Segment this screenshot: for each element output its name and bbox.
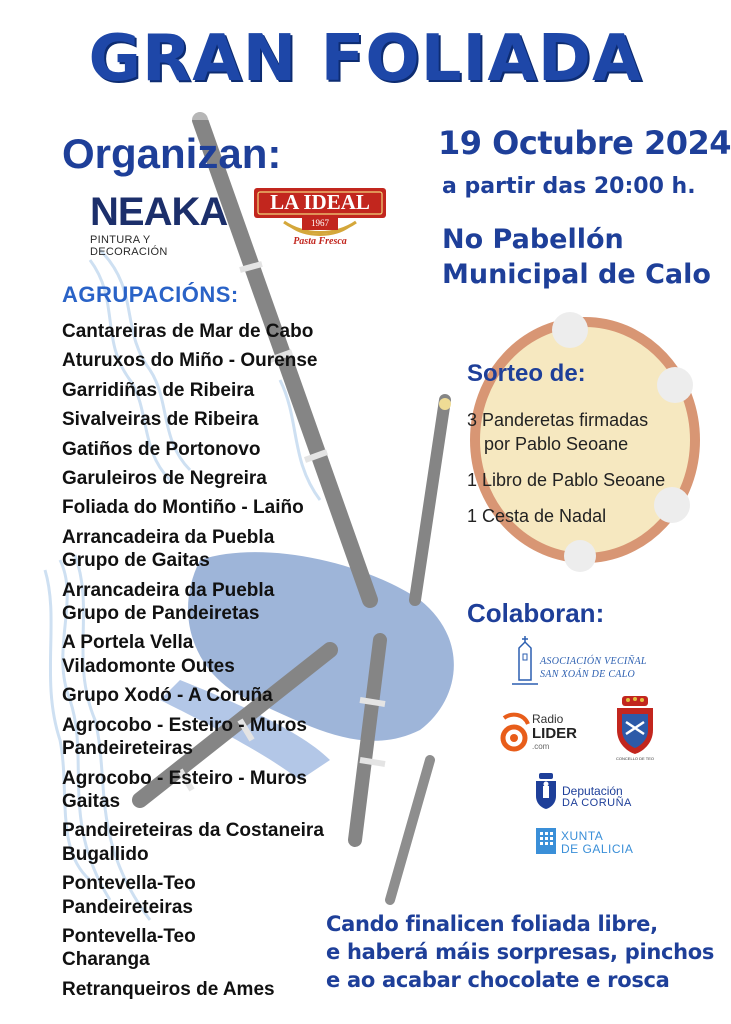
list-item: Garuleiros de Negreira — [62, 468, 267, 490]
groups-heading: AGRUPACIÓNS: — [62, 282, 239, 307]
prize-line: 3 Panderetas firmadas — [467, 410, 649, 430]
footer-note — [326, 910, 714, 994]
footer-line-1: Cando finalicen foliada libre, — [326, 912, 658, 936]
neaka-logo — [90, 192, 230, 258]
radio-lider-line-3: .com — [532, 742, 550, 751]
collaborators-heading: Colaboran: — [467, 598, 605, 628]
footer-line-2: e haberá máis sorpresas, pinchos — [326, 940, 715, 964]
asociacion-vecinal-logo — [510, 634, 660, 688]
list-item: Agrocobo - Esteiro - Muros — [62, 767, 307, 789]
xunta-line-2: DE GALICIA — [561, 842, 634, 856]
list-item: Pontevella-Teo — [62, 873, 196, 895]
list-item: Grupo Xodó - A Coruña — [62, 685, 273, 707]
radio-lider-line-1: Radio — [532, 712, 564, 726]
xunta-galicia-logo — [536, 828, 636, 858]
event-date: 19 Octubre 2024 — [438, 124, 731, 162]
list-item: Cantareiras de Mar de Cabo — [62, 321, 314, 342]
list-item: Charanga — [62, 949, 150, 971]
list-item: Arrancadeira da Puebla — [62, 579, 275, 601]
deputacion-emblem-icon — [534, 772, 558, 810]
la-ideal-logo — [254, 186, 386, 252]
neaka-logo-tagline: PINTURA Y DECORACIÓN — [90, 234, 168, 258]
prize-item: 1 Cesta de Nadal — [467, 506, 607, 526]
concello-teo-text: CONCELLO DE TEO — [616, 756, 654, 761]
prize-item — [467, 408, 665, 456]
deputacion-line-2: DA CORUÑA — [562, 797, 632, 809]
list-item: Grupo de Gaitas — [62, 550, 210, 572]
la-ideal-tagline: Pasta Fresca — [293, 236, 347, 247]
neaka-logo-name: NEAKA — [90, 190, 228, 234]
xunta-line-1: XUNTA — [561, 829, 604, 843]
prize-item: 1 Libro de Pablo Seoane — [467, 470, 666, 490]
organizers-heading: Organizan: — [62, 130, 282, 177]
list-item: Pandeireteiras — [62, 738, 193, 760]
list-item: Viladomonte Outes — [62, 655, 235, 677]
list-item: Retranqueiros de Ames — [62, 978, 275, 1000]
list-item: Pontevella-Teo — [62, 925, 196, 947]
prize-line: por Pablo Seoane — [484, 434, 629, 454]
asociacion-line-1: ASOCIACIÓN VECIÑAL — [540, 656, 647, 667]
groups-list — [62, 320, 324, 1001]
list-item: Sivalveiras de Ribeira — [62, 409, 259, 431]
list-item: Arrancadeira da Puebla — [62, 526, 275, 548]
venue-line-2: Municipal de Calo — [442, 259, 711, 290]
poster-title: GRAN FOLIADA — [88, 22, 643, 96]
church-icon — [510, 634, 540, 688]
coat-of-arms-icon — [612, 694, 658, 756]
list-item: Pandeireteiras — [62, 896, 193, 918]
list-item: Agrocobo - Esteiro - Muros — [62, 714, 307, 736]
footer-line-3: e ao acabar chocolate e rosca — [326, 968, 670, 992]
list-item: A Portela Vella — [62, 632, 194, 654]
raffle-heading: Sorteo de: — [467, 360, 586, 387]
asociacion-line-2: SAN XOÁN DE CALO — [540, 669, 636, 680]
xunta-emblem-icon — [536, 828, 556, 854]
radio-lider-line-2: LIDER — [532, 725, 577, 742]
concello-teo-logo — [612, 694, 658, 764]
deputacion-line-1: Deputación — [562, 784, 623, 798]
venue-line-1: No Pabellón — [442, 224, 624, 255]
deputacion-coruna-logo — [534, 772, 644, 812]
list-item: Gaitas — [62, 790, 121, 812]
list-item: Aturuxos do Miño - Ourense — [62, 350, 318, 372]
list-item: Pandeireteiras da Costaneira — [62, 820, 324, 842]
radio-lider-logo — [500, 708, 590, 756]
list-item: Garridiñas de Ribeira — [62, 379, 255, 401]
raffle-prizes — [467, 408, 665, 540]
la-ideal-name: LA IDEAL — [270, 190, 370, 214]
la-ideal-year: 1967 — [311, 218, 329, 228]
event-time: a partir das 20:00 h. — [442, 174, 696, 199]
list-item: Foliada do Montiño - Laiño — [62, 497, 304, 519]
event-venue — [442, 222, 711, 292]
list-item: Grupo de Pandeiretas — [62, 603, 260, 625]
list-item: Gatiños de Portonovo — [62, 438, 261, 460]
list-item: Bugallido — [62, 843, 149, 865]
radio-lider-icon — [500, 710, 530, 752]
